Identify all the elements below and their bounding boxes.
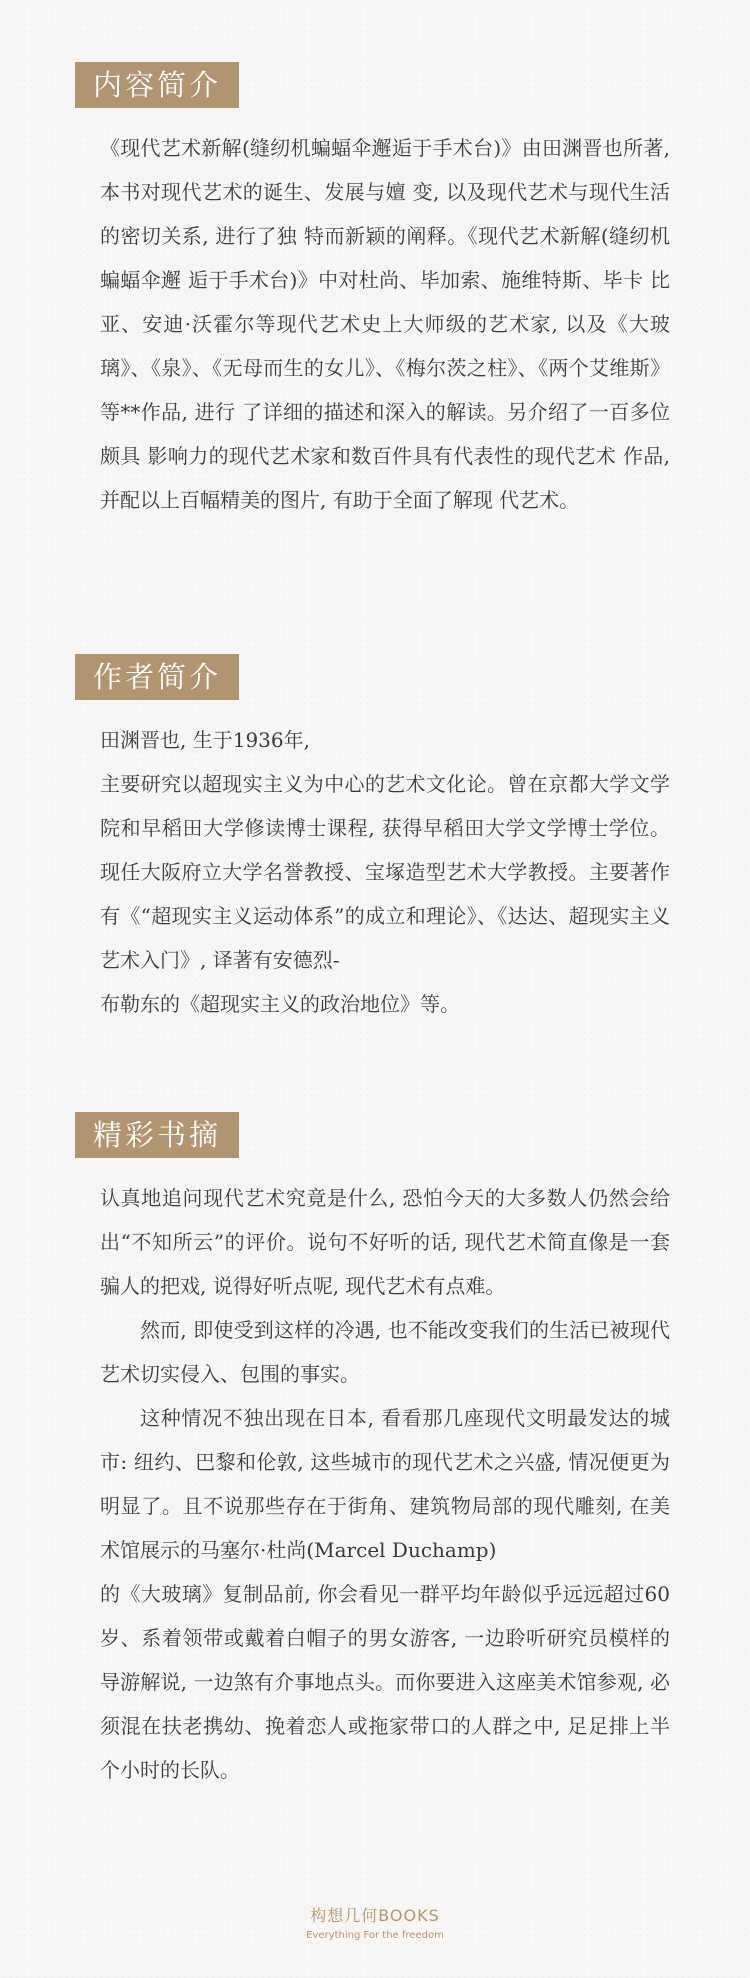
author-paragraph: 布勒东的《超现实主义的政治地位》等。 xyxy=(100,992,460,1016)
excerpt-paragraph: 认真地追问现代艺术究竟是什么, 恐怕今天的大多数人仍然会给出“不知所云”的评价。说句不好听的话, 现代艺术简直像是一套骗人的把戏, 说得好听点呢, 现代艺术有点难。 xyxy=(100,1186,670,1298)
intro-paragraph: 《现代艺术新解(缝纫机蝙蝠伞邂逅于手术台)》由田渊晋也所著, 本书对现代艺术的诞生、发展与嬗 变, 以及现代艺术与现代生活的密切关系, 进行了独 特而新颖的阐释。《现代艺术新解(缝纫机蝙蝠伞邂 逅于手术台)》中对杜尚、毕加索、施维特斯、毕卡 比亚、安迪·沃霍尔等现代艺术史上大师级的艺术家, 以及《大玻璃》、《泉》、《无母而生的女儿》、《梅尔茨之柱》、《两个艾维斯》等**作品, 进行 了详细的描述和深入的解读。另介绍了一百多位颇具 影响力的现代艺术家和数百件具有代表性的现代艺术 作品, 并配以上百幅精美的图片, 有助于全面了解现 代艺术。 xyxy=(100,136,670,512)
footer xyxy=(0,1905,750,1943)
author-paragraph: 田渊晋也, 生于1936年, xyxy=(100,728,310,752)
excerpt-paragraph: 然而, 即使受到这样的冷遇, 也不能改变我们的生活已被现代艺术切实侵入、包围的事实。 xyxy=(100,1318,670,1386)
excerpt-paragraph: 的《大玻璃》复制品前, 你会看见一群平均年龄似乎远远超过60 岁、系着领带或戴着白帽子的男女游客, 一边聆听研究员模样的导游解说, 一边煞有介事地点头。而你要进入这座美术馆参观, 必须混在扶老携幼、挽着恋人或拖家带口的人群之中, 足足排上半个小时的长队。 xyxy=(100,1582,670,1782)
brand-slogan: Everything For the freedom xyxy=(306,1930,444,1941)
intro-title: 内容简介 xyxy=(75,62,239,108)
excerpt-paragraph: 这种情况不独出现在日本, 看看那几座现代文明最发达的城市: 纽约、巴黎和伦敦, 这些城市的现代艺术之兴盛, 情况便更为明显了。且不说那些存在于街角、建筑物局部的现代雕刻, 在美术馆展示的马塞尔·杜尚(Marcel Duchamp) xyxy=(100,1406,670,1562)
intro-body xyxy=(100,126,670,522)
author-body xyxy=(100,718,670,1026)
brand-logo: 构想几何BOOKS xyxy=(310,1906,440,1925)
excerpt-title: 精彩书摘 xyxy=(75,1112,239,1158)
excerpt-body xyxy=(100,1176,670,1792)
author-title: 作者简介 xyxy=(75,654,239,700)
author-paragraph: 主要研究以超现实主义为中心的艺术文化论。曾在京都大学文学院和早稻田大学修读博士课程, 获得早稻田大学文学博士学位。现任大阪府立大学名誉教授、宝塚造型艺术大学教授。主要著作有《“超现实主义运动体系”的成立和理论》、《达达、超现实主义艺术入门》, 译著有安德烈- xyxy=(100,772,670,972)
